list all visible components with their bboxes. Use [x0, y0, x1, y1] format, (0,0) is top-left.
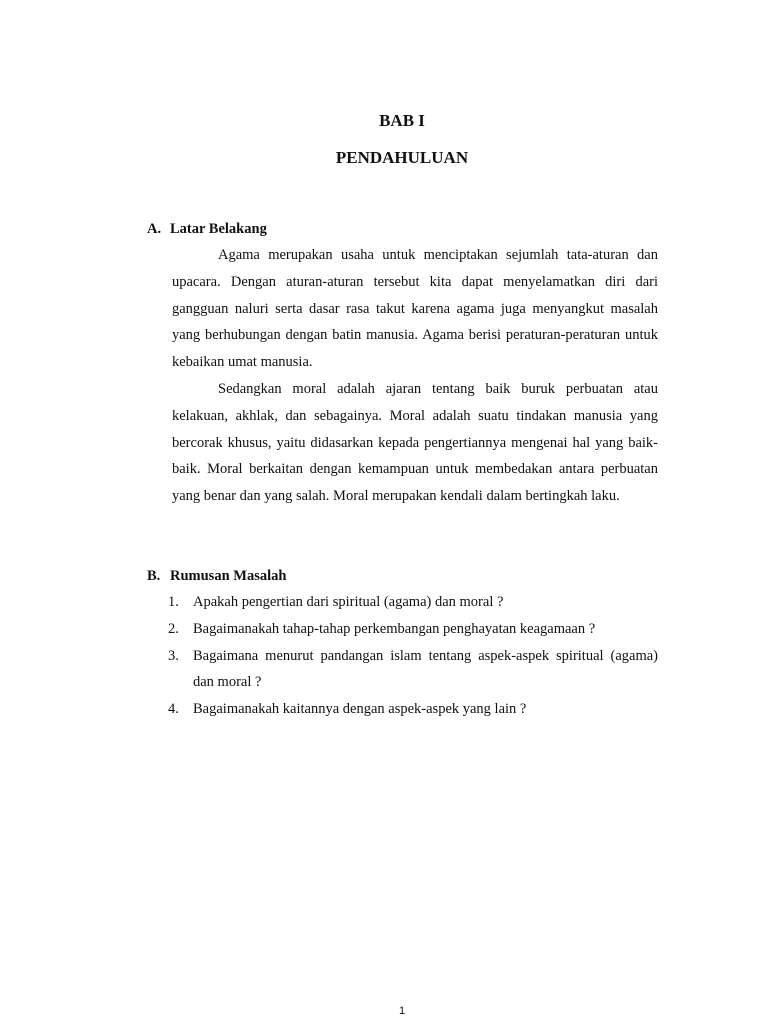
- list-item: [168, 696, 658, 723]
- section-b-letter: B.: [147, 568, 161, 584]
- list-item-text: Apakah pengertian dari spiritual (agama) dan moral ?: [193, 594, 504, 610]
- list-item-number: 1.: [168, 594, 179, 610]
- section-a-body: [172, 242, 658, 510]
- list-item-number: 4.: [168, 701, 179, 718]
- list-item-number: 2.: [168, 620, 179, 637]
- page-number: 1: [398, 1005, 406, 1017]
- list-item-number: 3.: [168, 647, 179, 664]
- paragraph-moral: Sedangkan moral adalah ajaran tentang baik buruk perbuatan atau kelakuan, akhlak, dan sebagainya. Moral adalah suatu tindakan manusia yang bercorak khusus, yaitu didasarkan kepada pengertiannya mengenai hal yang baik-baik. Moral berkaitan dengan kemampuan untuk membedakan antara perbuatan yang benar dan yang salah. Moral merupakan kendali dalam bertingkah laku.: [172, 380, 658, 505]
- chapter-title: PENDAHULUAN: [335, 148, 469, 167]
- section-b-title: Rumusan Masalah: [170, 568, 287, 584]
- question-list: [168, 589, 658, 723]
- section-a-letter: A.: [147, 221, 162, 237]
- section-a-heading: [147, 221, 267, 238]
- chapter-number: BAB I: [379, 111, 425, 130]
- list-item-text: Bagaimanakah kaitannya dengan aspek-aspek yang lain ?: [193, 701, 527, 718]
- paragraph-agama: Agama merupakan usaha untuk menciptakan sejumlah tata-aturan dan upacara. Dengan aturan-aturan tersebut kita dapat menyelamatkan diri dari gangguan naluri serta dasar rasa takut karena agama juga menyangkut masalah yang berhubungan dengan batin manusia. Agama berisi peraturan-peraturan untuk kebaikan umat manusia.: [172, 247, 658, 371]
- section-b-heading: [147, 568, 286, 585]
- list-item: [168, 616, 658, 643]
- list-item-text: Bagaimana menurut pandangan islam tentang aspek-aspek spiritual (agama) dan moral ?: [193, 647, 658, 691]
- list-item-text: Bagaimanakah tahap-tahap perkembangan penghayatan keagamaan ?: [193, 620, 596, 637]
- list-item: [168, 643, 658, 697]
- section-a-title: Latar Belakang: [170, 221, 267, 237]
- list-item: [168, 589, 658, 616]
